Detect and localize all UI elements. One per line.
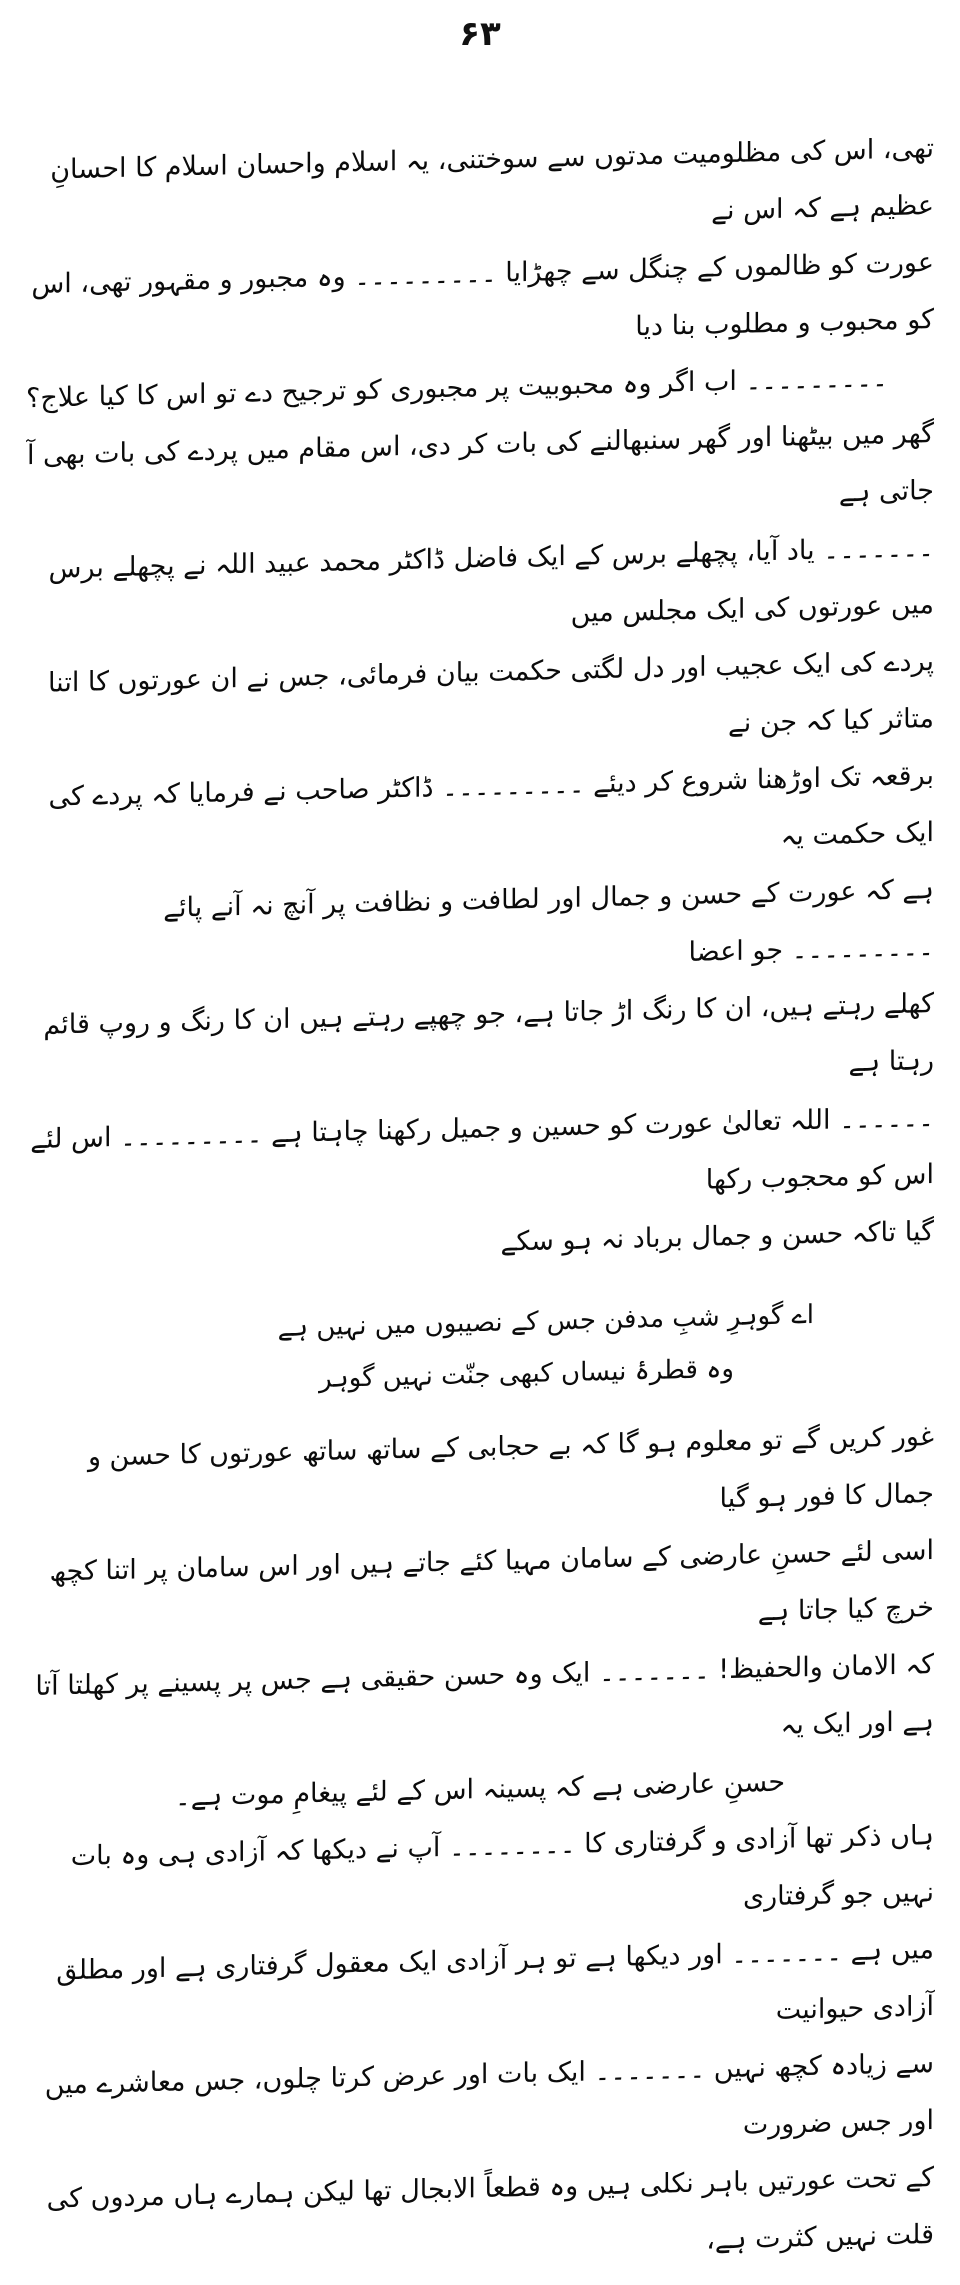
text-line: حسنِ عارضی ہے کہ پسینہ اس کے لئے پیغامِ موت ہے۔	[174, 1766, 786, 1813]
text-line: ہاں ذکر تھا آزادی و گرفتاری کا ۔۔۔۔۔۔۔۔ آپ نے دیکھا کہ آزادی ہی وہ بات نہیں جو گرفتاری	[70, 1820, 934, 1913]
text-line: تھی، اس کی مظلومیت مدتوں سے سوختنی، یہ اسلام واحسان اسلام کا احسانِ عظیم ہے کہ اس نے	[50, 133, 934, 227]
paragraph-block-1	[26, 120, 934, 1260]
verse-stanza	[26, 1286, 934, 1395]
verse-line: وہ قطرۂ نیساں کبھی جنّت نہیں گوہر	[319, 1353, 734, 1395]
text-line: گیا تاکہ حسن و جمال برباد نہ ہو سکے	[500, 1216, 934, 1258]
text-line: ۔۔۔۔۔۔۔ یاد آیا، پچھلے برس کے ایک فاضل ڈاکٹر محمد عبید اللہ نے پچھلے برس میں عورتوں کی ایک مجلس میں	[48, 532, 934, 629]
text-line: گھر میں بیٹھنا اور گھر سنبھالنے کی بات کر دی، اس مقام میں پردے کی بات بھی آ جاتی ہے	[26, 418, 934, 509]
document-body	[26, 112, 934, 2263]
text-line: غور کریں گے تو معلوم ہو گا کہ بے حجابی کے ساتھ ساتھ عورتوں کا حسن و جمال کا فور ہو گیا	[87, 1421, 934, 1515]
paragraph-block-2	[26, 1408, 934, 2263]
text-line: ۔۔۔۔۔۔ اللہ تعالیٰ عورت کو حسین و جمیل رکھنا چاہتا ہے ۔۔۔۔۔۔۔۔۔ اس لئے اس کو محجوب رکھا	[30, 1102, 934, 1196]
text-line: برقعہ تک اوڑھنا شروع کر دیئے ۔۔۔۔۔۔۔۔۔ ڈاکٹر صاحب نے فرمایا کہ پردے کی ایک حکمت یہ	[48, 760, 934, 852]
text-line: اسی لئے حسنِ عارضی کے سامان مہیا کئے جاتے ہیں اور اس سامان پر اتنا کچھ خرچ کیا جاتا ہے	[49, 1535, 934, 1628]
page-number: ۶۳	[459, 14, 501, 54]
text-line: میں ہے ۔۔۔۔۔۔۔ اور دیکھا ہے تو ہر آزادی ایک معقول گرفتاری ہے اور مطلق آزادی حیوانیت	[56, 1934, 934, 2026]
text-line: کھلے رہتے ہیں، ان کا رنگ اڑ جاتا ہے، جو چھپے رہتے ہیں ان کا رنگ و روپ قائم رہتا ہے	[43, 988, 934, 1079]
text-line: عورت کو ظالموں کے چنگل سے چھڑایا ۔۔۔۔۔۔۔۔۔ وہ مجبور و مقہور تھی، اس کو محبوب و مطلوب بنا دیا	[31, 247, 934, 343]
text-line: ۔۔۔۔۔۔۔۔۔ اب اگر وہ محبوبیت پر مجبوری کو ترجیح دے تو اس کا کیا علاج؟	[26, 362, 888, 415]
text-line: سے زیادہ کچھ نہیں ۔۔۔۔۔۔۔ ایک بات اور عرض کرتا چلوں، جس معاشرے میں اور جس ضرورت	[44, 2048, 934, 2141]
text-line: کہ الامان والحفیظ! ۔۔۔۔۔۔۔ ایک وہ حسن حقیقی ہے جس پر پسینے پر کھلتا آتا ہے اور ایک یہ	[35, 1649, 934, 1741]
verse-line: اے گوہرِ شبِ مدفن جس کے نصیبوں میں نہیں ہے	[277, 1299, 814, 1344]
text-line: کے تحت عورتیں باہر نکلی ہیں وہ قطعاً الابجال تھا لیکن ہمارے ہاں مردوں کی قلت نہیں کثرت ہے،	[46, 2162, 934, 2256]
text-line: پردے کی ایک عجیب اور دل لگتی حکمت بیان فرمائی، جس نے ان عورتوں کا اتنا متاثر کیا کہ جن نے	[47, 646, 934, 740]
text-line: ہے کہ عورت کے حسن و جمال اور لطافت و نظافت پر آنچ نہ آنے پائے ۔۔۔۔۔۔۔۔۔ جو اعضا	[163, 874, 934, 968]
